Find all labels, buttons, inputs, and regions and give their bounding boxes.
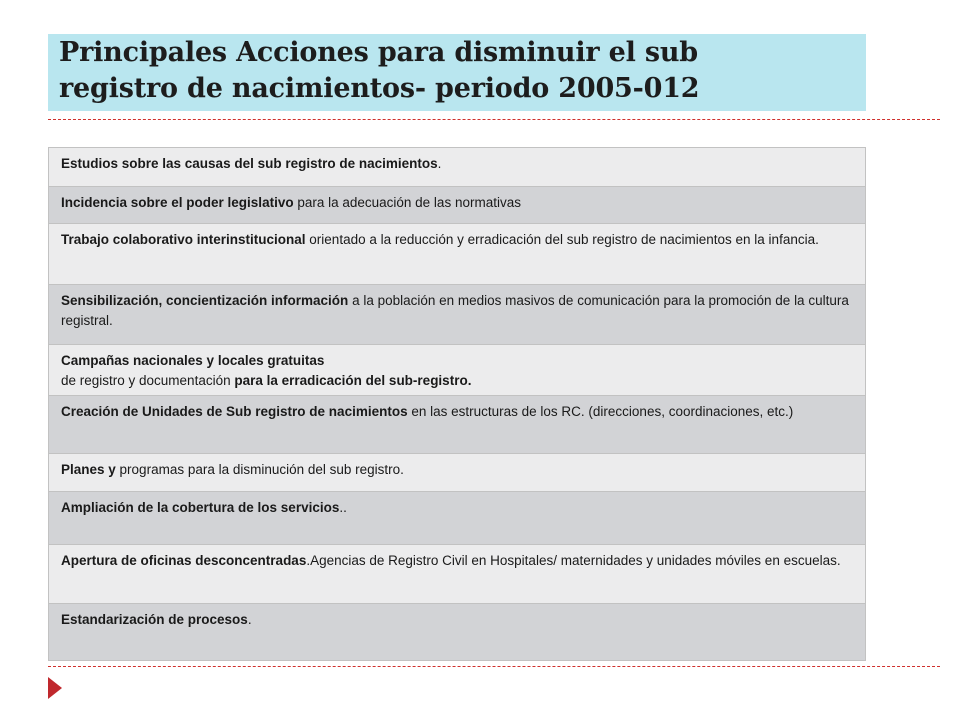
action-detail: a la población en medios masivos de comunicación para la promoción de la cultura registral. bbox=[61, 293, 849, 328]
action-detail: .Agencias de Registro Civil en Hospitales/ maternidades y unidades móviles en escuelas. bbox=[306, 553, 841, 568]
table-row bbox=[49, 187, 866, 224]
action-detail: programas para la disminución del sub registro. bbox=[115, 462, 404, 477]
action-title: Trabajo colaborativo interinstitucional bbox=[61, 232, 306, 247]
table-cell bbox=[49, 187, 866, 224]
table-cell bbox=[49, 454, 866, 492]
table-row bbox=[49, 604, 866, 661]
action-detail: para la adecuación de las normativas bbox=[293, 195, 521, 210]
slide-title-line-1: Principales Acciones para disminuir el sub bbox=[59, 37, 698, 68]
action-detail: de registro y documentación bbox=[61, 373, 235, 388]
table-row bbox=[49, 454, 866, 492]
bottom-dashed-divider bbox=[48, 666, 940, 667]
actions-table bbox=[48, 147, 866, 661]
table-cell bbox=[49, 604, 866, 661]
table-cell bbox=[49, 545, 866, 604]
table-row bbox=[49, 396, 866, 454]
action-title: Estandarización de procesos bbox=[61, 612, 248, 627]
action-title: Planes y bbox=[61, 462, 116, 477]
table-row bbox=[49, 492, 866, 545]
action-title: Incidencia sobre el poder legislativo bbox=[61, 195, 294, 210]
action-detail: en las estructuras de los RC. (direcciones, coordinaciones, etc.) bbox=[407, 404, 794, 419]
action-title: Creación de Unidades de Sub registro de nacimientos bbox=[61, 404, 408, 419]
top-dashed-divider bbox=[48, 119, 940, 120]
action-title: Estudios sobre las causas del sub registro de nacimientos bbox=[61, 156, 438, 171]
actions-table-container bbox=[48, 147, 866, 660]
action-title-suffix: para la erradicación del sub-registro. bbox=[234, 373, 472, 388]
action-detail: . bbox=[437, 156, 442, 171]
slide-title-line-2: registro de nacimientos- periodo 2005-012 bbox=[59, 73, 700, 104]
table-cell bbox=[49, 224, 866, 285]
action-title: Sensibilización, concientización información bbox=[61, 293, 349, 308]
action-title: Campañas nacionales y locales gratuitas bbox=[61, 353, 325, 368]
table-cell bbox=[49, 492, 866, 545]
table-cell bbox=[49, 396, 866, 454]
table-row bbox=[49, 345, 866, 396]
table-row bbox=[49, 148, 866, 187]
action-detail: .. bbox=[339, 500, 347, 515]
action-title: Apertura de oficinas desconcentradas bbox=[61, 553, 307, 568]
action-title: Ampliación de la cobertura de los servicios bbox=[61, 500, 340, 515]
table-row bbox=[49, 224, 866, 285]
table-cell bbox=[49, 285, 866, 345]
table-row bbox=[49, 545, 866, 604]
title-banner bbox=[48, 34, 866, 111]
action-detail: orientado a la reducción y erradicación del sub registro de nacimientos en la infancia. bbox=[305, 232, 819, 247]
table-cell bbox=[49, 345, 866, 396]
action-detail: . bbox=[247, 612, 252, 627]
table-cell bbox=[49, 148, 866, 187]
triangle-right-icon bbox=[48, 677, 62, 699]
table-row bbox=[49, 285, 866, 345]
